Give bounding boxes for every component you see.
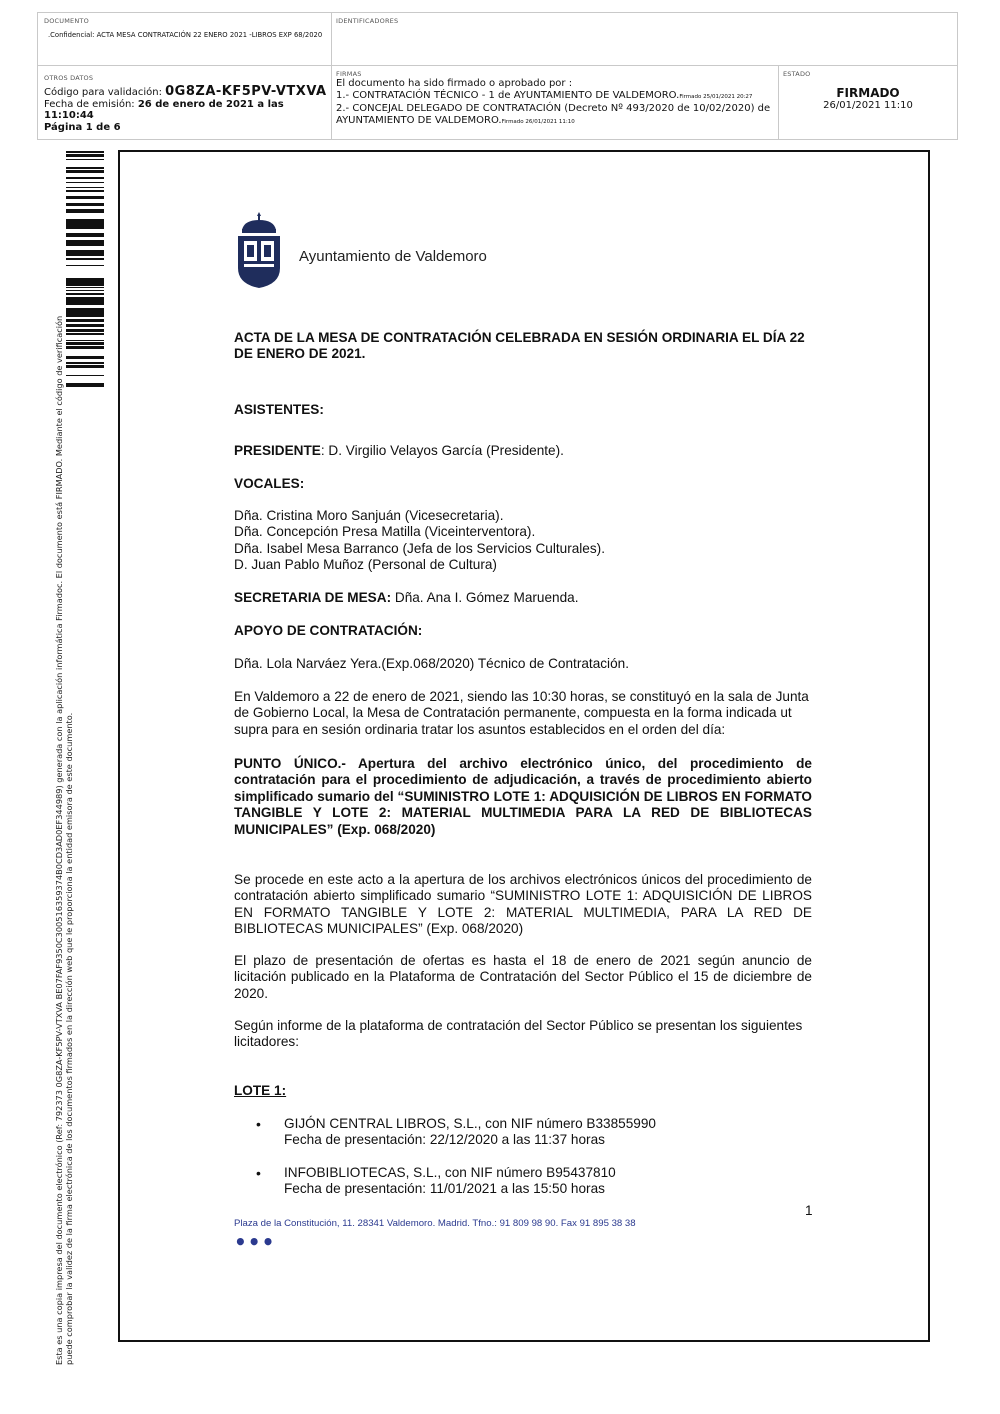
vocal-item: D. Juan Pablo Muñoz (Personal de Cultura) — [234, 557, 497, 573]
barcode-bar — [66, 366, 104, 368]
lote-heading: LOTE 1: — [234, 1083, 287, 1098]
barcode-bar — [66, 342, 104, 345]
licitador-name: • GIJÓN CENTRAL LIBROS, S.L., con NIF número B33855990 — [284, 1116, 656, 1131]
barcode-bar — [66, 258, 104, 260]
licitador-fecha: Fecha de presentación: 22/12/2020 a las 11:37 horas — [284, 1132, 605, 1148]
signature-header — [37, 12, 958, 140]
fecha-value: 26 de enero de 2021 a las 11:10:44 — [44, 98, 284, 121]
barcode-bar — [66, 281, 104, 283]
documento-label: DOCUMENTO — [44, 17, 89, 25]
barcode-bar — [66, 220, 104, 223]
barcode-bar — [66, 167, 104, 169]
side-text-line-2: puede comprobar la validez de la firma electrónica de los documentos firmados en la dirección web que le proporciona la entidad emisora de este documento. — [64, 712, 74, 1365]
barcode-bar — [66, 310, 104, 313]
barcode-bar — [66, 191, 104, 192]
barcode-bar — [66, 346, 104, 347]
barcode-bar — [66, 279, 104, 281]
estado-fecha: 26/01/2021 11:10 — [823, 100, 913, 111]
firma-1: 1.- CONTRATACIÓN TÉCNICO - 1 de AYUNTAMIENTO DE VALDEMORO.Firmado 25/01/2021 20:27 — [336, 89, 753, 101]
barcode-bar — [66, 315, 104, 317]
codigo-label: Código para validación: — [44, 87, 166, 98]
barcode-bar — [66, 187, 104, 188]
barcode-bar — [66, 154, 104, 156]
barcode-bar — [66, 211, 104, 213]
barcode-bar — [66, 265, 104, 266]
barcode-bar — [66, 240, 104, 241]
firmas-intro: El documento ha sido firmado o aprobado por : — [336, 78, 573, 89]
barcode-bar — [66, 236, 104, 237]
estado-label: ESTADO — [783, 70, 811, 78]
barcode-bar — [66, 196, 104, 199]
vocal-item: Dña. Concepción Presa Matilla (Viceinterventora). — [234, 524, 536, 540]
barcode-bar — [66, 319, 104, 322]
punto-unico: PUNTO ÚNICO.- Apertura del archivo electrónico único, del procedimiento de contratación para el procedimiento de adjudicación, a través de procedimiento abierto simplificado sumario del “SUMINISTRO LOTE 1: ADQUISICIÓN DE LIBROS EN FORMATO TANGIBLE Y LOTE 2: MATERIAL MULTIMEDIA PARA LA RED DE BIBLIOTECAS MUNICIPALES” (Exp. 068/2020) — [234, 756, 812, 837]
secretaria-value: Dña. Ana I. Gómez Maruenda. — [391, 590, 579, 605]
licitador-fecha: Fecha de presentación: 11/01/2021 a las 15:50 horas — [284, 1181, 605, 1197]
otros-datos-cell — [44, 74, 327, 133]
divider — [331, 65, 332, 139]
barcode-bar — [66, 324, 104, 327]
divider — [38, 65, 957, 66]
barcode-bar — [66, 226, 104, 229]
barcode-bar — [66, 300, 104, 303]
barcode-bar — [66, 313, 104, 315]
licitador-name: • INFOBIBLIOTECAS, S.L., con NIF número B95437810 — [284, 1164, 616, 1180]
barcode-bar — [66, 190, 104, 191]
barcode-bar — [66, 386, 104, 387]
side-verification-text — [54, 315, 74, 1365]
apoyo-heading: APOYO DE CONTRATACIÓN: — [234, 623, 423, 638]
barcode-bar — [66, 297, 104, 298]
presidente-value: : D. Virgilio Velayos García (Presidente). — [320, 443, 564, 458]
barcode-bar — [66, 209, 104, 211]
barcode-bar — [66, 203, 104, 206]
identificadores-cell — [336, 17, 736, 25]
firmas-cell — [336, 70, 776, 128]
barcode-bar — [66, 170, 104, 173]
paragraph-plazo: El plazo de presentación de ofertas es hasta el 18 de enero de 2021 según anuncio de licitación publicado en la Plataforma de Contratación del Sector Público el 15 de diciembre de 2020. — [234, 953, 812, 1001]
barcode-bar — [66, 329, 104, 332]
firma-2: 2.- CONCEJAL DELEGADO DE CONTRATACIÓN (Decreto Nº 493/2020 de 10/02/2020) de AYUNTAMIENTO DE VALDEMORO.Firmado 26/01/2021 11:10 — [336, 103, 771, 126]
barcode-bar — [66, 340, 104, 341]
barcode-bar — [66, 156, 104, 157]
pagina-info: Página 1 de 6 — [44, 121, 121, 133]
barcode-bar — [66, 308, 104, 310]
asistentes-heading: ASISTENTES: — [234, 402, 324, 417]
estado-value: FIRMADO — [836, 86, 900, 100]
barcode-bar — [66, 298, 104, 300]
estado-cell — [783, 70, 953, 111]
licitadores-list — [234, 1116, 812, 1198]
documento-value: .Confidencial: ACTA MESA CONTRATACIÓN 22 ENERO 2021 -LIBROS EXP 68/2020 — [48, 31, 323, 39]
barcode-bar — [66, 287, 104, 288]
barcode-bar — [66, 151, 104, 153]
barcode-bar — [66, 290, 104, 291]
barcode-bar — [66, 253, 104, 255]
document-title: ACTA DE LA MESA DE CONTRATACIÓN CELEBRADA EN SESIÓN ORDINARIA EL DÍA 22 DE ENERO DE 2021. — [234, 330, 805, 362]
list-item — [234, 1165, 812, 1198]
firmas-label: FIRMAS — [336, 70, 362, 78]
barcode-bar — [66, 255, 104, 256]
barcode-bar — [66, 159, 104, 160]
firma-1-fecha: Firmado 25/01/2021 20:27 — [679, 93, 753, 100]
apoyo-value: Dña. Lola Narváez Yera.(Exp.068/2020) Técnico de Contratación. — [234, 656, 629, 671]
barcode-bar — [66, 362, 104, 364]
barcode-bar — [66, 383, 104, 386]
coat-of-arms-logo — [234, 210, 284, 290]
fecha-label: Fecha de emisión: — [44, 98, 138, 110]
barcode-bar — [66, 177, 104, 179]
secretaria-line — [234, 590, 812, 606]
presidente-label: PRESIDENTE — [234, 443, 321, 458]
barcode-bar — [66, 293, 104, 295]
barcode-bar — [66, 356, 104, 359]
side-text-line-1: Esta es una copia impresa del documento electrónico (Ref: 792373 0G8ZA-KF5PV-VTXVA BE07FAF9350C300516359374B0CD3AD0EF344989) generada con la aplicación informática Firmadoc. El documento está FIRMADO. Mediante el código de verificación — [54, 315, 64, 1365]
paragraph-licitadores: Según informe de la plataforma de contratación del Sector Público se presentan los siguientes licitadores: — [234, 1018, 803, 1050]
divider — [331, 13, 332, 65]
barcode-bar — [66, 348, 104, 349]
validation-code[interactable]: 0G8ZA-KF5PV-VTXVA — [165, 84, 327, 99]
barcode-bar — [66, 241, 104, 243]
barcode-bar — [66, 303, 104, 305]
vocal-item: Dña. Isabel Mesa Barranco (Jefa de los Servicios Culturales). — [234, 540, 605, 556]
presidente-line — [234, 443, 812, 459]
barcode-bar — [66, 333, 104, 335]
vocales-heading: VOCALES: — [234, 476, 305, 491]
barcode-bar — [66, 278, 104, 279]
documento-cell — [44, 17, 324, 39]
secretaria-label: SECRETARIA DE MESA: — [234, 590, 392, 605]
logo-text: Ayuntamiento de Valdemoro — [299, 248, 487, 265]
vocal-item: Dña. Cristina Moro Sanjuán (Vicesecretaria). — [234, 508, 504, 523]
barcode-bar — [66, 219, 104, 220]
barcode-bar — [66, 347, 104, 348]
list-item — [234, 1116, 812, 1149]
footer-address: Plaza de la Constitución, 11. 28341 Valdemoro. Madrid. Tfno.: 91 809 98 90. Fax 91 895 38 38 — [234, 1218, 636, 1229]
divider — [778, 65, 779, 139]
identificadores-label: IDENTIFICADORES — [336, 17, 399, 25]
barcode-bar — [66, 365, 104, 366]
barcode-bar — [66, 375, 104, 376]
intro-paragraph: En Valdemoro a 22 de enero de 2021, siendo las 10:30 horas, se constituyó en la sala de Junta de Gobierno Local, la Mesa de Contratación permanente, compuesta en la forma indicada ut supra para en sesión ordinaria tratar los asuntos establecidos en el orden del día: — [234, 689, 809, 737]
vocales-list — [234, 508, 812, 574]
barcode-bar — [66, 250, 104, 253]
firma-2-fecha: Firmado 26/01/2021 11:10 — [501, 118, 575, 125]
barcode-bar — [66, 223, 104, 226]
barcode-bar — [66, 233, 104, 236]
barcode-bar — [66, 243, 104, 245]
barcode-bar — [66, 283, 104, 286]
barcode-bar — [66, 245, 104, 246]
footer-dots: ••• — [234, 1230, 276, 1254]
barcode-bar — [66, 182, 104, 183]
page-number: 1 — [805, 1203, 813, 1218]
otros-datos-label: OTROS DATOS — [44, 74, 94, 82]
paragraph-apertura: Se procede en este acto a la apertura de los archivos electrónicos únicos del procedimiento de contratación abierto simplificado sumario “SUMINISTRO LOTE 1: ADQUISICIÓN DE LIBROS EN FORMATO TANGIBLE Y LOTE 2: MATERIAL MULTIMEDIA, PARA LA RED DE BIBLIOTECAS MUNICIPALES” (Exp. 068/2020) — [234, 872, 812, 937]
barcode — [66, 151, 104, 387]
